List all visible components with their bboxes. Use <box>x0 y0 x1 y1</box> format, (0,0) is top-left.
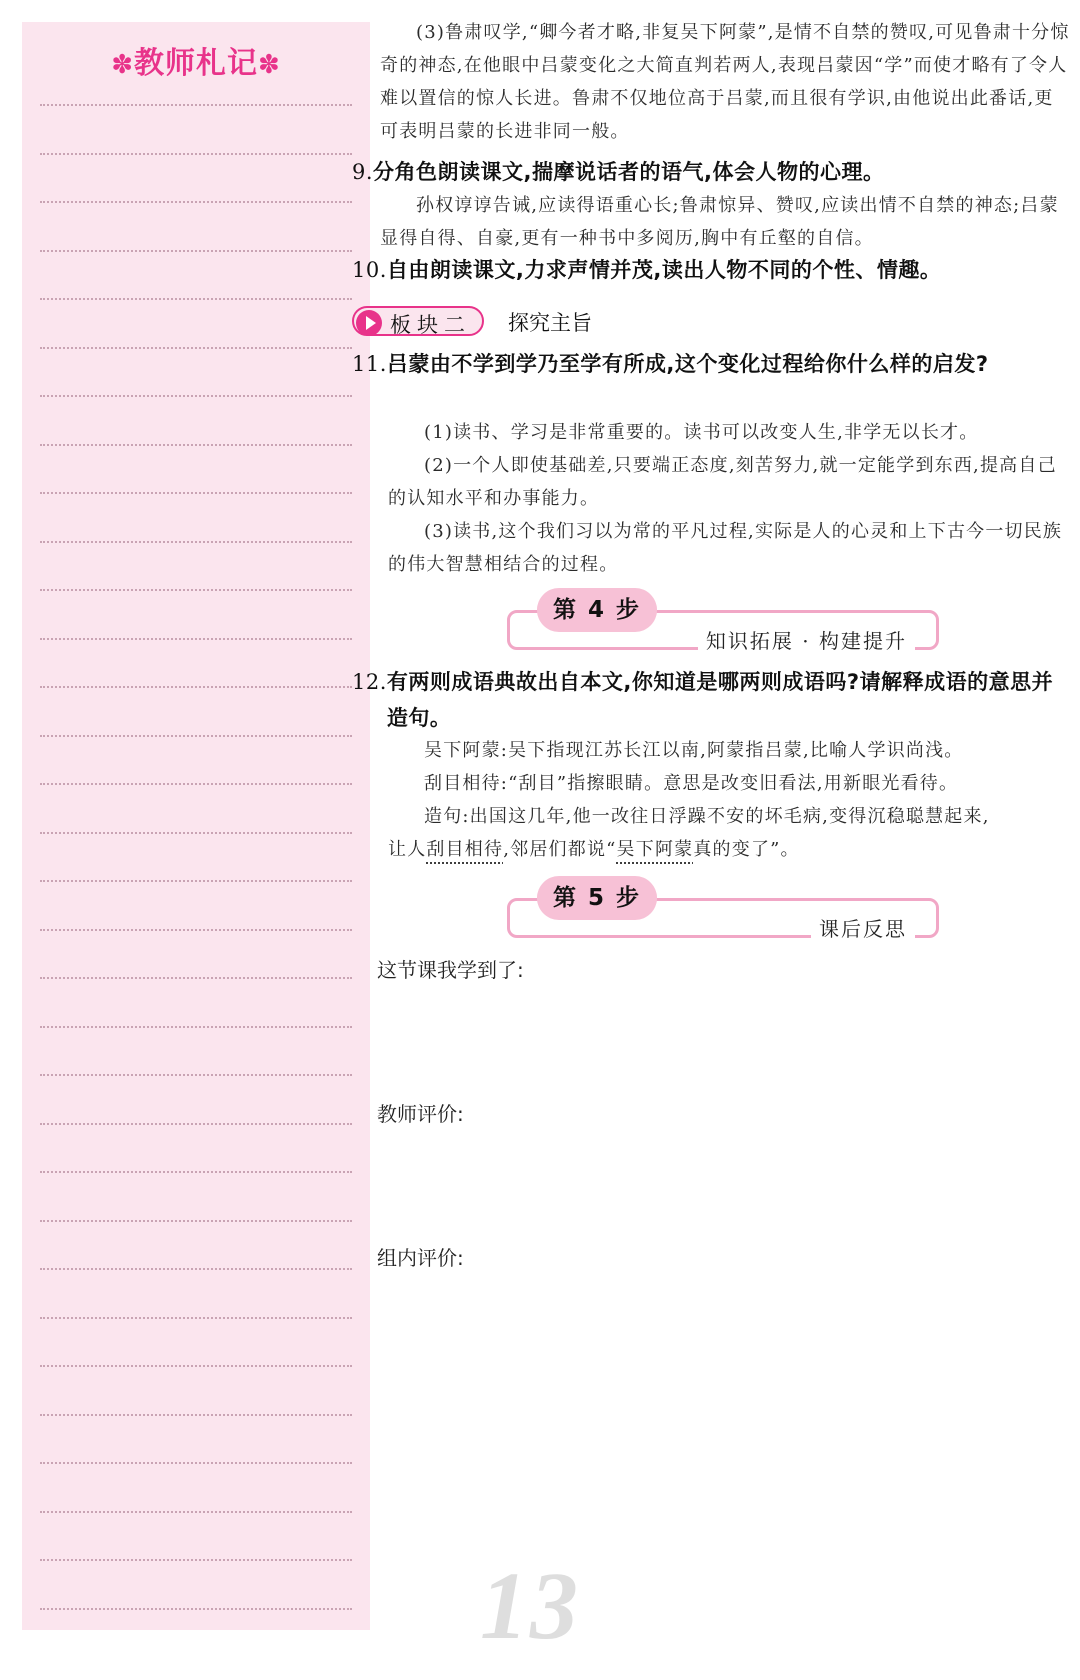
block-title: 探究主旨 <box>508 311 592 335</box>
question-11 <box>352 346 1070 382</box>
q8-answer-part3: (3)鲁肃叹学,“卿今者才略,非复吴下阿蒙”,是情不自禁的赞叹,可见鲁肃十分惊奇的神态,在他眼中吕蒙变化之大简直判若两人,表现吕蒙因“学”而使才略有了令人难以置信的惊人长进。鲁肃不仅地位高于吕蒙,而且很有学识,由他说出此番话,更可表明吕蒙的长进非同一般。 <box>380 22 1070 142</box>
note-line <box>40 153 352 155</box>
note-line <box>40 1462 352 1464</box>
sidebar-title <box>22 38 370 82</box>
q11-answer-2: (2)一个人即使基础差,只要端正态度,刻苦努力,就一定能学到东西,提高自己的认知水平和办事能力。 <box>388 455 1057 509</box>
note-line <box>40 492 352 494</box>
block-badge <box>352 306 484 336</box>
step-label: 第 4 步 <box>552 597 642 623</box>
note-line <box>40 1414 352 1416</box>
note-line <box>40 589 352 591</box>
sidebar-title-text: 教师札记 <box>134 46 258 81</box>
step-4-banner <box>507 597 939 653</box>
question-number: 9. <box>352 160 374 184</box>
q12-answer-2: 刮目相待:“刮目”指擦眼睛。意思是改变旧看法,用新眼光看待。 <box>424 773 959 794</box>
teacher-evaluation-label: 教师评价: <box>377 1102 464 1126</box>
question-text: 分角色朗读课文,揣摩说话者的语气,体会人物的心理。 <box>373 160 885 184</box>
note-line <box>40 1608 352 1610</box>
example-sentence-line1: 造句:出国这几年,他一改往日浮躁不安的坏毛病,变得沉稳聪慧起来, <box>424 806 990 827</box>
note-line <box>40 298 352 300</box>
example-sentence-post: 真的变了”。 <box>693 839 800 860</box>
q12-answer-3 <box>388 800 1070 866</box>
note-line <box>40 1511 352 1513</box>
idiom-emphasis-b: 吴下阿蒙 <box>616 839 694 860</box>
note-line <box>40 1268 352 1270</box>
q12-answer-1: 吴下阿蒙:吴下指现江苏长江以南,阿蒙指吕蒙,比喻人学识尚浅。 <box>424 740 964 761</box>
note-line <box>40 347 352 349</box>
flower-icon: ✽ <box>258 50 281 80</box>
note-line <box>40 735 352 737</box>
reflection-learned-label: 这节课我学到了: <box>377 958 524 982</box>
note-line <box>40 1365 352 1367</box>
q9-answer: 孙权谆谆告诫,应读得语重心长;鲁肃惊异、赞叹,应读出情不自禁的神态;吕蒙显得自得、自豪,更有一种书中多阅历,胸中有丘壑的自信。 <box>380 195 1059 249</box>
note-line <box>40 395 352 397</box>
note-line <box>40 686 352 688</box>
note-line <box>40 201 352 203</box>
block-two-header <box>352 306 1042 340</box>
note-line <box>40 541 352 543</box>
note-line <box>40 1317 352 1319</box>
note-line <box>40 1123 352 1125</box>
note-line <box>40 250 352 252</box>
step-subtitle: 知识拓展 · 构建提升 <box>698 629 915 653</box>
example-sentence-pre: 让人 <box>388 839 427 860</box>
page-number: 13 <box>480 1552 580 1659</box>
note-line <box>40 104 352 106</box>
question-12 <box>352 664 1070 736</box>
idiom-emphasis-a: 刮目相待 <box>426 839 504 860</box>
question-10 <box>352 252 1070 288</box>
question-number: 11. <box>352 352 387 376</box>
block-label: 板块二 <box>390 313 471 337</box>
question-text: 吕蒙由不学到学乃至学有所成,这个变化过程给你什么样的启发? <box>386 352 989 376</box>
group-evaluation-label: 组内评价: <box>377 1246 464 1270</box>
note-line <box>40 1220 352 1222</box>
note-line <box>40 638 352 640</box>
note-line <box>40 832 352 834</box>
question-number: 12. <box>352 670 387 694</box>
note-line <box>40 977 352 979</box>
note-line <box>40 1559 352 1561</box>
note-line <box>40 1171 352 1173</box>
question-number: 10. <box>352 258 387 282</box>
question-text: 自由朗读课文,力求声情并茂,读出人物不同的个性、情趣。 <box>386 258 942 282</box>
note-line <box>40 929 352 931</box>
note-line <box>40 444 352 446</box>
q11-answer-3: (3)读书,这个我们习以为常的平凡过程,实际是人的心灵和上下古今一切民族的伟大智慧相结合的过程。 <box>388 521 1063 575</box>
step-subtitle: 课后反思 <box>811 917 915 941</box>
q11-answer-1: (1)读书、学习是非常重要的。读书可以改变人生,非学无以长才。 <box>424 422 979 443</box>
teacher-notes-sidebar <box>22 22 370 1630</box>
question-text: 有两则成语典故出自本文,你知道是哪两则成语吗?请解释成语的意思并造句。 <box>386 670 1054 730</box>
note-line <box>40 1074 352 1076</box>
note-line <box>40 783 352 785</box>
note-line <box>40 1026 352 1028</box>
flower-icon: ✽ <box>111 50 134 80</box>
step-label: 第 5 步 <box>552 885 642 911</box>
note-line <box>40 880 352 882</box>
question-9 <box>352 154 1070 190</box>
example-sentence-mid: ,邻居们都说“ <box>503 839 617 860</box>
step-5-banner <box>507 885 939 941</box>
play-icon <box>356 310 382 336</box>
